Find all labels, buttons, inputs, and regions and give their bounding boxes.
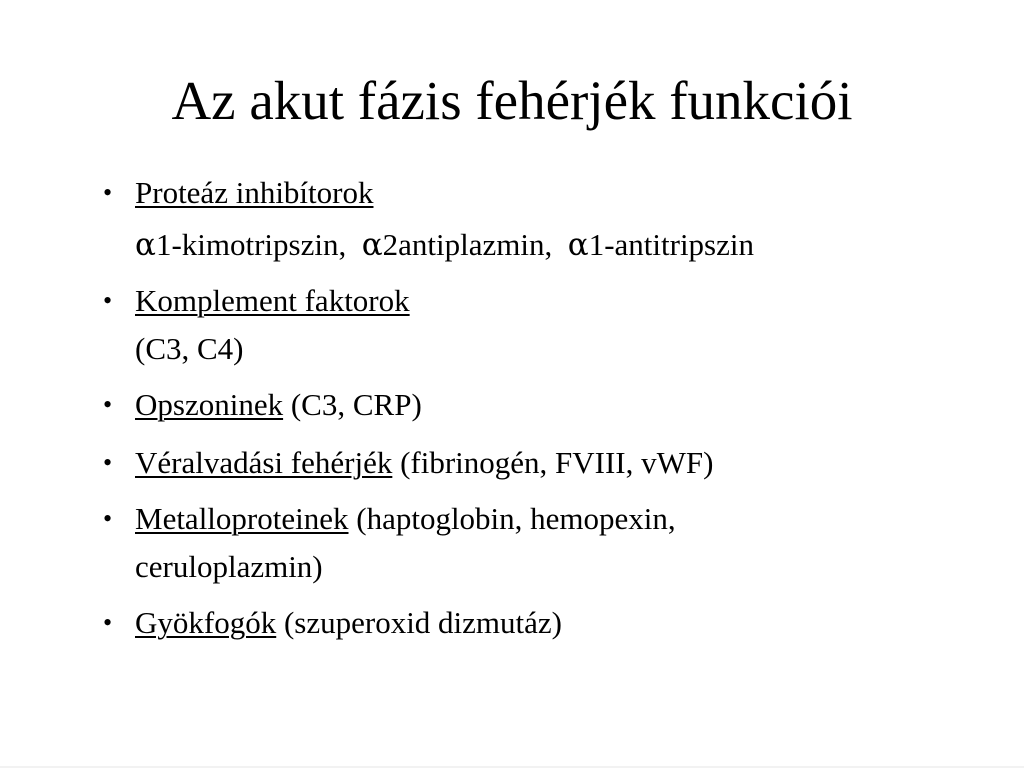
item-line (135, 500, 676, 538)
detail-text: 2antiplazmin, (382, 227, 553, 262)
bullet-icon: • (103, 504, 113, 533)
alpha-symbol: α (135, 227, 156, 263)
item-detail-continued: ceruloplazmin) (135, 549, 323, 584)
item-line (135, 604, 562, 642)
bullet-icon: • (103, 448, 113, 477)
bullet-icon: • (103, 286, 113, 315)
item-detail: (fibrinogén, FVIII, vWF) (392, 445, 714, 480)
bullet-icon: • (103, 608, 113, 637)
detail-text: 1-kimotripszin, (155, 227, 347, 262)
slide-title: Az akut fázis fehérjék funkciói (171, 70, 853, 131)
item-line (135, 174, 373, 212)
item-line (135, 444, 713, 482)
item-heading: Proteáz inhibítorok (135, 175, 374, 210)
detail-text: 1-antitripszin (588, 227, 754, 262)
item-heading: Véralvadási fehérjék (135, 445, 393, 480)
item-heading: Gyökfogók (135, 605, 277, 640)
item-heading: Metalloproteinek (135, 501, 349, 536)
item-heading: Opszoninek (135, 387, 284, 422)
bullet-icon: • (103, 178, 113, 207)
item-heading: Komplement faktorok (135, 283, 410, 318)
item-detail: (C3, C4) (135, 331, 244, 366)
item-detail: (haptoglobin, hemopexin, (348, 501, 676, 536)
item-line (135, 386, 422, 424)
item-detail: (szuperoxid dizmutáz) (276, 605, 562, 640)
item-detail: (C3, CRP) (283, 387, 422, 422)
alpha-symbol: α (361, 227, 383, 263)
bullet-icon: • (103, 390, 113, 419)
alpha-symbol: α (567, 227, 589, 263)
item-detail (135, 226, 754, 264)
item-line (135, 282, 410, 320)
